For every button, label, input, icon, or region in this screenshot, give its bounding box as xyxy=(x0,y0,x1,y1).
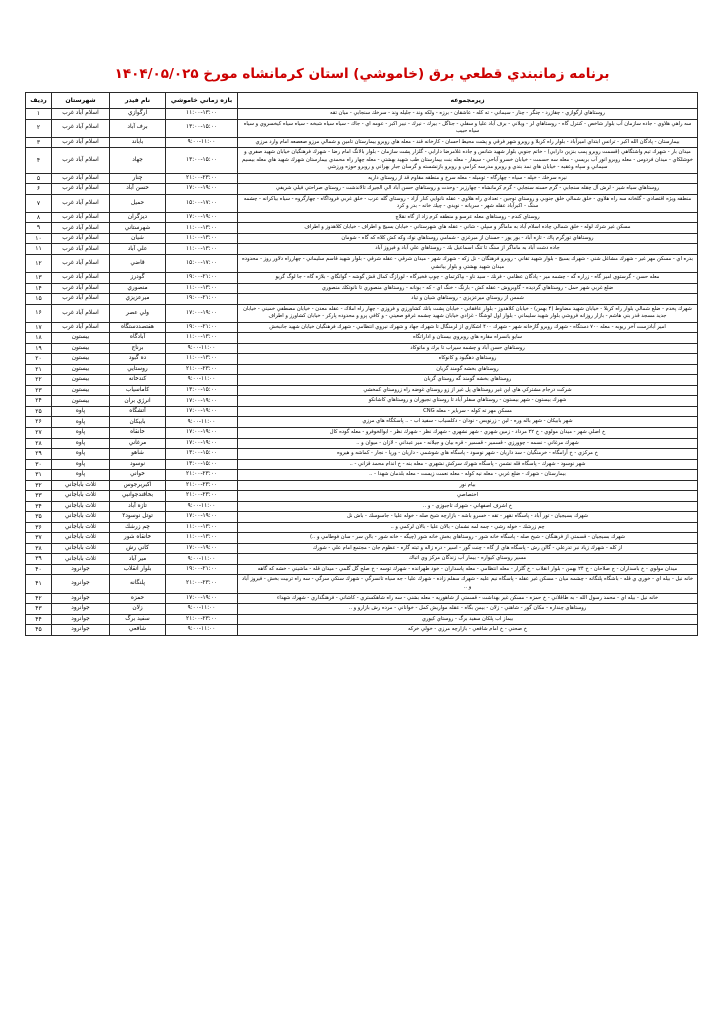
cell-time-range: ۲۱:۰۰-۲۳:۰۰ xyxy=(166,491,238,502)
table-row xyxy=(26,322,698,333)
cell-row-number: ۱۲ xyxy=(26,254,52,272)
table-row xyxy=(26,491,698,502)
cell-feeder-name: ميرعزيزي xyxy=(110,294,166,305)
table-row xyxy=(26,614,698,625)
table-row xyxy=(26,109,698,120)
cell-row-number: ۳۳ xyxy=(26,491,52,502)
cell-row-number: ۲۲ xyxy=(26,375,52,386)
table-row xyxy=(26,554,698,565)
table-row xyxy=(26,406,698,417)
cell-row-number: ۵ xyxy=(26,173,52,184)
table-row xyxy=(26,625,698,636)
cell-feeder-name: خانقاه شور xyxy=(110,533,166,544)
cell-row-number: ۴۰ xyxy=(26,564,52,575)
cell-feeder-name: حمزه xyxy=(110,593,166,604)
column-header-row-number: رديف xyxy=(26,93,52,109)
cell-time-range: ۱۹:۰۰-۲۱:۰۰ xyxy=(166,294,238,305)
cell-county: جوانرود xyxy=(52,564,110,575)
cell-county: اسلام آباد غرب xyxy=(52,119,110,137)
cell-feeder-name: شافعي xyxy=(110,625,166,636)
cell-row-number: ۷ xyxy=(26,194,52,212)
cell-feeder-name: مير آباد xyxy=(110,554,166,565)
cell-county: اسلام آباد غرب xyxy=(52,322,110,333)
cell-time-range: ۱۱:۰۰-۱۳:۰۰ xyxy=(166,283,238,294)
cell-feeder-name: باباند xyxy=(110,137,166,148)
cell-areas: خانه نيل - بيله اي - محمد رسول الله - به طاقلاني - خ حمزه - مسكن غير بهداشت - قسمتي از شاهوريه - معله بشني - سه راه شاهكستري - كاشاني - فرهنگداري - شهرك شهداء xyxy=(238,593,698,604)
cell-row-number: ۲۴ xyxy=(26,396,52,407)
cell-time-range: ۱۹:۰۰-۲۱:۰۰ xyxy=(166,273,238,284)
cell-areas: مسكن غير شرك لوله - خلق شمالي چاده اسلام آباد به ماماگر و سپلي - شاني - عقله هاي شهرستاني - خيابان بسيج و اطراف - خيابان كلاهدوز و اطراف xyxy=(238,223,698,234)
cell-time-range: ۱۱:۰۰-۱۳:۰۰ xyxy=(166,333,238,344)
cell-feeder-name: حسن آباد xyxy=(110,184,166,195)
cell-county: اسلام آباد غرب xyxy=(52,173,110,184)
cell-feeder-name: شيان xyxy=(110,233,166,244)
cell-time-range: ۱۵:۰۰-۱۷:۰۰ xyxy=(166,254,238,272)
cell-feeder-name: توتل نوسود۲ xyxy=(110,512,166,523)
table-row xyxy=(26,343,698,354)
cell-feeder-name: قاضي xyxy=(110,254,166,272)
cell-time-range: ۱۹:۰۰-۲۱:۰۰ xyxy=(166,564,238,575)
cell-areas: شهرك مرغاني - نسمه - چوورزي - قسمير - قسمير - قره بيان و جيلانه - مير عبداني - لازان - ميوان و .. xyxy=(238,438,698,449)
cell-county: اسلام آباد غرب xyxy=(52,294,110,305)
cell-time-range: ۱۱:۰۰-۱۳:۰۰ xyxy=(166,233,238,244)
cell-time-range: ۱۱:۰۰-۱۳:۰۰ xyxy=(166,223,238,234)
cell-row-number: ۱۳ xyxy=(26,273,52,284)
cell-time-range: ۱۳:۰۰-۱۵:۰۰ xyxy=(166,459,238,470)
cell-feeder-name: چنار xyxy=(110,173,166,184)
cell-county: اسلام آباد غرب xyxy=(52,233,110,244)
cell-areas: سه راهي هلاوي - جاده سازمان آب بلوار شاخص - كنترل گاه - روستاهاي لر - ويلاني - برف آباد عليا و سفلي - جناگل - بيرك - نيرك - نيبر اكبر - عومه اي - جاك - سياه سياه شبخه - سياه سياه كيخسروي و سياه سياه حبيب xyxy=(238,119,698,137)
table-row xyxy=(26,533,698,544)
column-header-county: شهرستان xyxy=(52,93,110,109)
cell-row-number: ۴۵ xyxy=(26,625,52,636)
cell-row-number: ۲۳ xyxy=(26,385,52,396)
cell-time-range: ۱۷:۰۰-۱۹:۰۰ xyxy=(166,184,238,195)
cell-county: بيستون xyxy=(52,343,110,354)
cell-row-number: ۴۳ xyxy=(26,604,52,615)
cell-county: پاوه xyxy=(52,449,110,460)
cell-county: اسلام آباد غرب xyxy=(52,273,110,284)
cell-feeder-name: برف آباد xyxy=(110,119,166,137)
cell-county: جوانرود xyxy=(52,614,110,625)
table-row xyxy=(26,564,698,575)
cell-county: بيستون xyxy=(52,396,110,407)
table-row xyxy=(26,233,698,244)
cell-time-range: ۲۱:۰۰-۲۳:۰۰ xyxy=(166,614,238,625)
cell-county: اسلام آباد غرب xyxy=(52,254,110,272)
cell-county: اسلام آباد غرب xyxy=(52,283,110,294)
table-row xyxy=(26,459,698,470)
table-row xyxy=(26,354,698,365)
cell-county: جوانرود xyxy=(52,625,110,636)
page-title: برنامه زمانبندي قطعي برق (خاموشي) استان كرمانشاه مورخ ۱۴۰۴/۰۵/۰۲۵ xyxy=(114,66,610,82)
cell-row-number: ۲۷ xyxy=(26,428,52,439)
cell-areas: معله حسن - گرستوي امير گاه - زراره گه - چشمه مير - پادگان عظامي - فرنك - سيد ناو - بپاكرتماي - چوپ فخيرگاه - لورازگ كمال قش گوشه - گوانگاي - بلازه گاه - جا لوگ گريو xyxy=(238,273,698,284)
cell-time-range: ۱۳:۰۰-۱۵:۰۰ xyxy=(166,385,238,396)
cell-county: اسلام آباد غرب xyxy=(52,109,110,120)
cell-row-number: ۱۸ xyxy=(26,333,52,344)
cell-time-range: ۱۱:۰۰-۱۳:۰۰ xyxy=(166,109,238,120)
cell-time-range: ۹:۰۰-۱۱:۰۰ xyxy=(166,375,238,386)
table-row xyxy=(26,396,698,407)
cell-time-range: ۱۹:۰۰-۲۱:۰۰ xyxy=(166,322,238,333)
cell-feeder-name: زلان xyxy=(110,604,166,615)
cell-areas: شهر بابيكان - شهر باله وره - لين - زرنويس - نودان - دكلسياب - سفيد اب - .. پاسكگاه هاي مرزي xyxy=(238,417,698,428)
cell-row-number: ۳۷ xyxy=(26,533,52,544)
cell-county: پاوه xyxy=(52,406,110,417)
cell-feeder-name: منصوري xyxy=(110,283,166,294)
cell-county: پاوه xyxy=(52,428,110,439)
cell-row-number: ۳۱ xyxy=(26,470,52,481)
table-row xyxy=(26,417,698,428)
cell-row-number: ۳۰ xyxy=(26,459,52,470)
cell-areas: بيمارستان - پادگان الله اكبر - ترانس ابتداي اميرآباد - بلوار راه كربلا و روبرو شهر فرقي و پشت محيط احسان - كارخانه قند - معله هاي روبرو بيمارستان تامين و شمالي مرزو صعصعه امام وارد مرزي xyxy=(238,137,698,148)
cell-county: ثلاث باباجاني xyxy=(52,480,110,491)
table-row xyxy=(26,593,698,604)
cell-time-range: ۹:۰۰-۱۱:۰۰ xyxy=(166,137,238,148)
cell-areas: روستاهاي تورگرم پاك - تازه آباد - بور يور - حسنان از مبرغزي - شمامي روستاهاي نوك وكه كش كلاه كه گاه - شومان xyxy=(238,233,698,244)
cell-feeder-name: كاني رش xyxy=(110,543,166,554)
cell-row-number: ۱۱ xyxy=(26,244,52,255)
cell-areas: خ اشرف اصفهاني - شهرك تاجبوزي - و .. xyxy=(238,501,698,512)
table-row xyxy=(26,364,698,375)
cell-row-number: ۲۰ xyxy=(26,354,52,365)
cell-areas: خانه نيل - بيله اي - خوري ي قله - باشگاه پلنگانه - چشمه ميان - مسكن غير عقله - پاسگاه نيم عليه - شهرك سفلم زاده - شهرك عليا - جه سياه تانسرگي - شهرك سنكي سرگي - سه راه تربيت بخش - فيروز آباد و .. xyxy=(238,575,698,593)
cell-time-range: ۱۷:۰۰-۱۹:۰۰ xyxy=(166,593,238,604)
cell-feeder-name: نوسود xyxy=(110,459,166,470)
cell-feeder-name: علي آباد xyxy=(110,244,166,255)
cell-feeder-name: ده گبود xyxy=(110,354,166,365)
table-row xyxy=(26,575,698,593)
cell-feeder-name: تازه آباد xyxy=(110,501,166,512)
cell-row-number: ۴۴ xyxy=(26,614,52,625)
cell-areas: خ صحني - خ امام شافعي - بازارچه مرزي - خولي خركه xyxy=(238,625,698,636)
cell-time-range: ۹:۰۰-۱۱:۰۰ xyxy=(166,343,238,354)
cell-county: بيستون xyxy=(52,364,110,375)
cell-row-number: ۴۱ xyxy=(26,575,52,593)
table-row xyxy=(26,375,698,386)
table-row xyxy=(26,512,698,523)
cell-areas: روستاهاي بخشه گومند گريان xyxy=(238,364,698,375)
cell-feeder-name: گودرز xyxy=(110,273,166,284)
cell-row-number: ۲۹ xyxy=(26,449,52,460)
cell-county: اسلام آباد غرب xyxy=(52,148,110,174)
cell-row-number: ۱ xyxy=(26,109,52,120)
table-row xyxy=(26,283,698,294)
cell-row-number: ۱۵ xyxy=(26,294,52,305)
cell-areas: روستاهاي بخشه گومند گه روستاي گريان xyxy=(238,375,698,386)
cell-areas: سايو بانسراه مقاره هاي روبروي بيستان و اداراتگاه xyxy=(238,333,698,344)
cell-county: جوانرود xyxy=(52,593,110,604)
cell-areas: مسير روستاي كيواره - بيمار آب زندگان مركز وي اتباك xyxy=(238,554,698,565)
table-row xyxy=(26,438,698,449)
cell-time-range: ۱۷:۰۰-۱۹:۰۰ xyxy=(166,212,238,223)
cell-row-number: ۲۸ xyxy=(26,438,52,449)
table-row xyxy=(26,148,698,174)
cell-areas: شهرك بيستون - شهر بيستون - روستاهاي سفلر آباد تا روستاي نجيوران و روستاهاي كاشانكو xyxy=(238,396,698,407)
cell-row-number: ۱۷ xyxy=(26,322,52,333)
cell-row-number: ۲۶ xyxy=(26,417,52,428)
cell-county: اسلام آباد غرب xyxy=(52,137,110,148)
cell-time-range: ۱۵:۰۰-۱۷:۰۰ xyxy=(166,194,238,212)
table-row xyxy=(26,194,698,212)
cell-county: اسلام آباد غرب xyxy=(52,304,110,322)
cell-row-number: ۳۸ xyxy=(26,543,52,554)
cell-time-range: ۱۷:۰۰-۱۹:۰۰ xyxy=(166,512,238,523)
cell-areas: امير آبادزست آخر ريوبه - معله ۷۰۰ دستگاه - شهرك روبرو گازخانه شهر - شهرك ۴۰۰ اشكاري از لرمنگال تا شهرك جهاد و شهرك نيروي انتظامي - شهرك فرهنگيان خيابان شهيد جانبخش xyxy=(238,322,698,333)
column-header-feeder-name: نام فيدر xyxy=(110,93,166,109)
cell-row-number: ۳۲ xyxy=(26,480,52,491)
cell-row-number: ۲۵ xyxy=(26,406,52,417)
cell-feeder-name: آبادگاه xyxy=(110,333,166,344)
title-bar xyxy=(26,0,698,92)
table-row xyxy=(26,333,698,344)
table-row xyxy=(26,212,698,223)
cell-row-number: ۱۶ xyxy=(26,304,52,322)
cell-areas: روستاهاي چنداره - مكان گور - شاهني - زلان - بيمن بگاه - عقله مواريش كمل - خواناني - مرده رش بازارو و .. xyxy=(238,604,698,615)
table-row xyxy=(26,543,698,554)
cell-row-number: ۲۱ xyxy=(26,364,52,375)
cell-areas: ميدان بار - شهرك تيم واشتگاهي (قسمت روبرو پمب بنزين دارابي) - خاتم جنوبي بلوار شهيد شانس و جاده غلامرضا دارابي - گلزار پشت سازمان - بلوار بالانگ امام رضا - شهرك فرهنگيان خيابان شهيد صفري و خوشلكاي - ميدان فردوس - معله روبرو انور آب بريسي - معله سه حسمت - خيابان خسرو آباحي - سيفار - معله بنت بيمارستان طب شهيد بهشتي - معله چهار راه محمدي بيمارستان شهرك شهيد هاي معله بيسيم سيماني و سپاه وعقبه - خيابان هاي نمد بندي و روبرو مدرسه كرامي و روبرو بازنشسته و گرسان جبار بهراني و روبرو حوزه ورزشي xyxy=(238,148,698,174)
cell-time-range: ۹:۰۰-۱۱:۰۰ xyxy=(166,625,238,636)
cell-row-number: ۴ xyxy=(26,148,52,174)
column-header-areas: زيرمجموعه xyxy=(238,93,698,109)
cell-feeder-name: ديزگران xyxy=(110,212,166,223)
cell-county: اسلام آباد غرب xyxy=(52,184,110,195)
table-row xyxy=(26,449,698,460)
cell-row-number: ۳ xyxy=(26,137,52,148)
cell-row-number: ۳۹ xyxy=(26,554,52,565)
table-header xyxy=(26,93,698,109)
table-row xyxy=(26,480,698,491)
cell-feeder-name: چم زرشك xyxy=(110,522,166,533)
cell-time-range: ۱۷:۰۰-۱۹:۰۰ xyxy=(166,543,238,554)
cell-areas: روستاهاي ارگوازي - چقازرد - چنگر - چنار - سيماني - ته كله - عاشقان - برزه - ولكه وند - جليله وند - سرخك سنجابي - ميان تقه xyxy=(238,109,698,120)
cell-feeder-name: جهاد xyxy=(110,148,166,174)
cell-time-range: ۱۱:۰۰-۱۳:۰۰ xyxy=(166,533,238,544)
cell-feeder-name: پلنگانه xyxy=(110,575,166,593)
cell-areas: روستاهاي دهگبود و كانوكاه xyxy=(238,354,698,365)
table-row xyxy=(26,119,698,137)
cell-row-number: ۱۴ xyxy=(26,283,52,294)
cell-row-number: ۱۹ xyxy=(26,343,52,354)
cell-feeder-name: كندخانه xyxy=(110,375,166,386)
cell-feeder-name: آتشگاه xyxy=(110,406,166,417)
cell-time-range: ۱۱:۰۰-۱۳:۰۰ xyxy=(166,244,238,255)
cell-time-range: ۲۱:۰۰-۲۳:۰۰ xyxy=(166,470,238,481)
cell-county: بيستون xyxy=(52,375,110,386)
cell-feeder-name: حميل xyxy=(110,194,166,212)
cell-county: پاوه xyxy=(52,438,110,449)
cell-county: اسلام آباد غرب xyxy=(52,194,110,212)
cell-time-range: ۹:۰۰-۱۱:۰۰ xyxy=(166,604,238,615)
cell-county: ثلاث باباجاني xyxy=(52,522,110,533)
cell-time-range: ۱۷:۰۰-۱۹:۰۰ xyxy=(166,438,238,449)
cell-row-number: ۶ xyxy=(26,184,52,195)
cell-county: پاوه xyxy=(52,417,110,428)
table-row xyxy=(26,470,698,481)
table-row xyxy=(26,294,698,305)
cell-areas: شهر نوسود - شهرك - پاسگاه قله نشمن - پاسگاه شهرك سركش نشهري - معله بنه - خ اندام محمد قزاني - .. xyxy=(238,459,698,470)
cell-feeder-name: بخاقندجوانبي xyxy=(110,491,166,502)
table-row xyxy=(26,223,698,234)
cell-row-number: ۴۲ xyxy=(26,593,52,604)
cell-row-number: ۹ xyxy=(26,223,52,234)
cell-feeder-name: اكبربرجوس xyxy=(110,480,166,491)
cell-row-number: ۳۶ xyxy=(26,522,52,533)
table-row xyxy=(26,137,698,148)
cell-feeder-name: كاماسياب xyxy=(110,385,166,396)
cell-feeder-name: بلوار انقلاب xyxy=(110,564,166,575)
cell-row-number: ۲ xyxy=(26,119,52,137)
cell-areas: شهرك بسيجيان - تور آباد - پاسگاه نقهر - تقه - خسرو باشه - بازارچه شيخ صله - خوله عليا - جاسوسك - باش نل xyxy=(238,512,698,523)
cell-county: اسلام آباد غرب xyxy=(52,212,110,223)
cell-feeder-name: برناج xyxy=(110,343,166,354)
cell-areas: نيره سرخك - خپله - سياه - چهارگاه - توميله - معله سرخ و منطقه مقاوم قد از روستاي داريه xyxy=(238,173,698,184)
cell-time-range: ۲۱:۰۰-۲۳:۰۰ xyxy=(166,364,238,375)
cell-county: اسلام آباد غرب xyxy=(52,223,110,234)
cell-county: پاوه xyxy=(52,470,110,481)
cell-feeder-name: ارگوازي xyxy=(110,109,166,120)
table-row xyxy=(26,385,698,396)
table-row xyxy=(26,244,698,255)
cell-areas: شركت درجام مشتركي هاي اين غير روستاهاي پل غير از زو روستاي غوضه راه زروستاي كمخشي xyxy=(238,385,698,396)
cell-areas: جاده دشت آباد به ماماگر از سنگ تا تنگ اسماعيل بك - روستاهاي علي آباد و فيروز آباد xyxy=(238,244,698,255)
cell-areas: مسكن مهر ته كوله - سرباير - معله CNG xyxy=(238,406,698,417)
cell-county: ثلاث باباجاني xyxy=(52,512,110,523)
cell-time-range: ۱۷:۰۰-۱۹:۰۰ xyxy=(166,428,238,439)
cell-time-range: ۱۳:۰۰-۱۵:۰۰ xyxy=(166,148,238,174)
cell-areas: خ اصلي شهر - ميدان مولوي - خ ۲۲ مرداد - زمين شهري - شهر نشهري - شهرك نظر - شهرك نظر - ابوالخوفرو - معله گوده كال xyxy=(238,428,698,439)
cell-time-range: ۱۷:۰۰-۱۹:۰۰ xyxy=(166,406,238,417)
cell-areas: بيمارستان - شهرك - ضلع غربي - معله نيه كوله - معله نعمت زيست - معله بلدمان شهدا - .. xyxy=(238,470,698,481)
cell-feeder-name: شاهو xyxy=(110,449,166,460)
outage-schedule-table xyxy=(25,92,698,636)
cell-county: پاوه xyxy=(52,459,110,470)
table-body xyxy=(26,109,698,636)
cell-feeder-name: خانقاه xyxy=(110,428,166,439)
cell-county: جوانرود xyxy=(52,575,110,593)
cell-time-range: ۱۷:۰۰-۱۹:۰۰ xyxy=(166,396,238,407)
cell-feeder-name: سفيد برگ xyxy=(110,614,166,625)
cell-areas: روستاهاي سياه شير - لرش آل چقله سنجابي - گرم حسنه سنجابي - گرم كرمانشاه - چهارزبر - وحدت و روستاهاي حسن آباد الي الجيرك تالاندشت - روستاي صراحتي فيلي شريفي xyxy=(238,184,698,195)
cell-county: ثلاث باباجاني xyxy=(52,501,110,512)
cell-areas: اختصاصي xyxy=(238,491,698,502)
cell-county: ثلاث باباجاني xyxy=(52,543,110,554)
cell-time-range: ۹:۰۰-۱۱:۰۰ xyxy=(166,417,238,428)
cell-areas: از كله - شهرك زياد نبر تدرعلي - گالن رش - پاسگاه هاي از گاه - چنت گور - اسير - دره زاله و ثبته گاره - عظوم جان - مجتمع امام علي - شورك xyxy=(238,543,698,554)
cell-row-number: ۳۵ xyxy=(26,512,52,523)
cell-county: ثلاث باباجاني xyxy=(52,554,110,565)
cell-feeder-name: بابيكان xyxy=(110,417,166,428)
cell-county: بيستون xyxy=(52,385,110,396)
cell-areas: منطقه ويژه اقتصادي - گلخانه سه راه هلاوي - خلق شمالي خلق جنوبي و روستاي توجين - تعدادي راه هلاوي - عقله نانوايي كنار آزاد - روستاي گله عرب - خلق غربي فروداگاه - چهارگروه - سياه بياكرانه - چشمه سنگ - اكبرآباد عقله شهر - سريانه - نويدي - چيك خانه - بدر و كرد xyxy=(238,194,698,212)
cell-areas: شهرك بسيجيان - قسمتي از فرهنگان - شيخ صله - پاسگاه خانه شور - روستاهاي بخش خانه شور (چيگه - خانه شور - بالن سر - سان فوطامي و ..) xyxy=(238,533,698,544)
cell-feeder-name: ولي عصر xyxy=(110,304,166,322)
cell-areas: بيام نور xyxy=(238,480,698,491)
cell-time-range: ۱۱:۰۰-۱۳:۰۰ xyxy=(166,522,238,533)
cell-areas: شمس از روستاي ميرعزيزي - روستاهاي شيان و تياد xyxy=(238,294,698,305)
cell-areas: بدره اي - مسكن مهر غير - شهرك مشاغل شني - شهرك بسيج - بلوار شهيد تقاني - روبرو فرهنگان - نل زكه - شهرك شهر - ميدان شرقي - عقله شرقي - بلوار شهيد قاسم سليماني - چهارراه دلاور روز - محدوده ميدان شهيد بهشتي و بلوار بيانشي xyxy=(238,254,698,272)
cell-county: اسلام آباد غرب xyxy=(52,244,110,255)
cell-time-range: ۱۷:۰۰-۱۹:۰۰ xyxy=(166,304,238,322)
table-row xyxy=(26,501,698,512)
cell-areas: روستاي كندم - روستاهاي معله عرسو و منطقه كرم زاد از گاه نقلاچ xyxy=(238,212,698,223)
cell-row-number: ۸ xyxy=(26,212,52,223)
cell-county: ثلاث باباجاني xyxy=(52,533,110,544)
table-row xyxy=(26,184,698,195)
table-row xyxy=(26,304,698,322)
cell-time-range: ۲۱:۰۰-۲۳:۰۰ xyxy=(166,575,238,593)
cell-county: جوانرود xyxy=(52,604,110,615)
cell-time-range: ۱۳:۰۰-۱۵:۰۰ xyxy=(166,119,238,137)
table-row xyxy=(26,173,698,184)
cell-areas: بيماز اب پلكان سفيد برگ - روستاي كيوري xyxy=(238,614,698,625)
cell-feeder-name: انرژي بران xyxy=(110,396,166,407)
table-row xyxy=(26,522,698,533)
cell-areas: خ مركزي - خ آرامگاه - خرمنگيان - سد داريان - شهر نوسود - پاسگاه هاي شوشمي - داريان - ورپا - نجار - كماشه و هيروه xyxy=(238,449,698,460)
table-row xyxy=(26,428,698,439)
cell-time-range: ۹:۰۰-۱۱:۰۰ xyxy=(166,554,238,565)
cell-county: بيستون xyxy=(52,333,110,344)
table-header-row xyxy=(26,93,698,109)
cell-feeder-name: هفتصددستگاه xyxy=(110,322,166,333)
cell-areas: شهرك پخدم - ضلع شمالي بلوار راه كربلا - خيابان شهيد مضاوط (۴ بهمن) - خيابان كلاهدوز - بلوار عافقاني - خيابان پشت بانك كشاورزي و فروزي - چهار راه املاك - عقله معدن - خيابان مصطفي خميني - خيابان جديد مسجد قدر بني هاشم - بازار روزانه فروشي بلوار شهيد سليماني - بلوار اول لوشگا - غزادي خيابان شهيد چشمه غرفو صعيني - و كافي پرو و محدوده پاركر - خيابان كشاورز و اطراف xyxy=(238,304,698,322)
cell-time-range: ۲۱:۰۰-۲۳:۰۰ xyxy=(166,173,238,184)
cell-areas: ضلع غربي شهر حمل - روستاهاي گرديده - گاوبروش - عقله كش - بارنگ - خنگ اي - كه - بونانه - روستاهاي منصوري تا نانوتكك منصوري xyxy=(238,283,698,294)
cell-time-range: ۲۱:۰۰-۲۳:۰۰ xyxy=(166,480,238,491)
cell-feeder-name: خواني xyxy=(110,470,166,481)
table-row xyxy=(26,254,698,272)
cell-feeder-name: روستايي xyxy=(110,364,166,375)
table-row xyxy=(26,604,698,615)
cell-feeder-name: مرغاني xyxy=(110,438,166,449)
cell-row-number: ۳۴ xyxy=(26,501,52,512)
table-row xyxy=(26,273,698,284)
cell-time-range: ۱۳:۰۰-۱۵:۰۰ xyxy=(166,449,238,460)
cell-county: ثلاث باباجاني xyxy=(52,491,110,502)
cell-row-number: ۱۰ xyxy=(26,233,52,244)
cell-feeder-name: شهرستاني xyxy=(110,223,166,234)
cell-areas: چم زرشك - خوله رشي - چمه لمه نشمان - بالان عليا - بالان لركمي و .. xyxy=(238,522,698,533)
column-header-time-range: بازه زماني خاموشي xyxy=(166,93,238,109)
cell-areas: روستاهاي حسن آباد و چشمه سيراب تا برك و ماتوكاد xyxy=(238,343,698,354)
cell-time-range: ۹:۰۰-۱۱:۰۰ xyxy=(166,501,238,512)
cell-areas: ميدان مولوي - خ باسداران - ج صلاحان - خ ۲۴ بهمن - بلوار انقلاب - خ گلزار - معله انتظامي - معله پاسداران - خود طهرانده - شهرك توسه - خ صلح گل گلمي - ميدان قله - ماشيني - خشه كه گاهه xyxy=(238,564,698,575)
cell-time-range: ۱۱:۰۰-۱۳:۰۰ xyxy=(166,354,238,365)
cell-county: بيستون xyxy=(52,354,110,365)
